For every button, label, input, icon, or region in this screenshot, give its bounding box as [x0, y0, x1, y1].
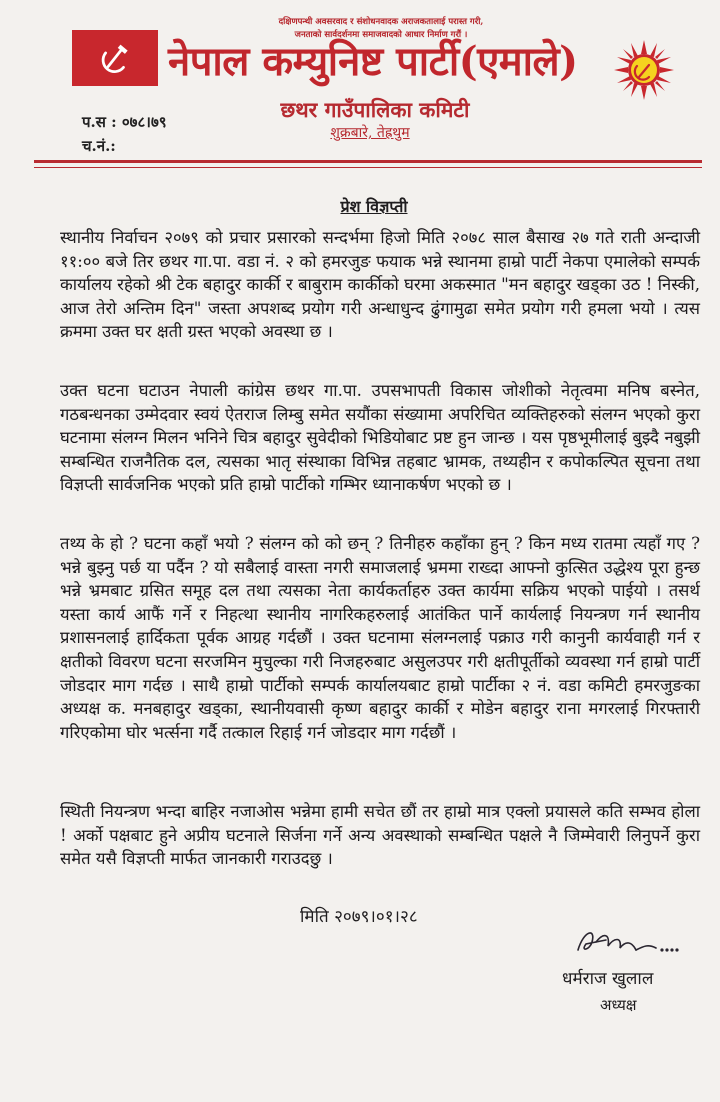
signer-title: अध्यक्ष: [600, 996, 637, 1014]
body-paragraph-3: तथ्य के हो ? घटना कहाँ भयो ? संलग्न को को छन् ? तिनीहरु कहाँका हुन् ? किन मध्य रातमा त्यहाँ गए ? भन्ने बुझ्नु पर्छ या पर्दैन ? यो सबैलाई वास्ता नगरी समाजलाई भ्रममा राख्दा आफ्नो कुत्सित उद्धेश्य पूरा हुन्छ भन्ने भ्रमबाट ग्रसित समूह दल तथा त्यसका नेता कार्यकर्ताहरु उक्त कार्यमा सक्रिय भएको पाईयो । तसर्थ यस्ता कार्य आफैं गर्ने र निहत्था स्थानीय नागरिकहरुलाई आतंकित पार्ने कार्यलाई नियन्त्रण गर्न स्थानीय प्रशासनलाई हार्दिकता पूर्वक आग्रह गर्दछौं । उक्त घटनामा संलग्नलाई पक्राउ गरी कानुनी कार्यवाही गर्न र क्षतीको विवरण घटना सरजमिन मुचुल्का गरी निजहरुबाट असुलउपर गरी क्षतीपूर्तीको व्यवस्था गर्न हाम्रो पार्टी जोडदार माग गर्दछ । साथै हाम्रो पार्टीको सम्पर्क कार्यालयबाट हाम्रो पार्टीका २ नं. वडा कमिटी हमरजुङका अध्यक्ष क. मनबहादुर खड्का, स्थानीयवासी कृष्ण बहादुर कार्की र मोडेन बहादुर राना मगरलाई गिरफ्तारी गरिएकोमा घोर भर्त्सना गर्दै तत्काल रिहाई गर्न जोडदार माग गर्दछौं ।: [60, 534, 700, 742]
header-divider-thin: [34, 167, 702, 168]
body-paragraph-2: उक्त घटना घटाउन नेपाली कांग्रेस छथर गा.पा. उपसभापती विकास जोशीको नेतृत्वमा मनिष बस्नेत, गठबन्धनका उम्मेदवार स्वयं ऐतराज लिम्बु समेत सयौंका संख्यामा अपरिचित व्यक्तिहरुको संलग्न भएको कुरा घटनामा संलग्न मिलन भनिने चित्र बहादुर सुवेदीको भिडियोबाट प्रष्ट हुन जान्छ । यस पृष्ठभूमीलाई बुझ्दै नबुझी सम्बन्धित राजनैतिक दल, त्यसका भातृ संस्थाका विभिन्न तहबाट भ्रामक, तथ्यहीन र कपोकल्पित सूचना तथा विज्ञप्ती सार्वजनिक भएको प्रति हाम्रो पार्टीको गम्भिर ध्यानाकर्षण भएको छ ।: [60, 381, 700, 495]
document-title: प्रेश विज्ञप्ती: [340, 197, 408, 216]
party-name: नेपाल कम्युनिष्ट पार्टी(एमाले): [168, 38, 578, 85]
hammer-sickle-flag-icon: [72, 30, 158, 86]
issue-location: शुक्रबारे, तेह्रथुम: [330, 125, 410, 141]
signoff-date: मिति २०७९।०१।२८: [300, 907, 418, 927]
dispatch-number: च.नं.:: [82, 137, 116, 155]
hammer-sickle-sun-emblem-icon: [614, 40, 674, 100]
motto-line-1: दक्षिणपन्थी अवसरवाद र संशोधनवादक अराजकतालाई परास्त गरी,: [278, 17, 484, 27]
signer-name: धर्मराज खुलाल: [562, 969, 654, 989]
handwritten-signature: [566, 920, 686, 966]
body-paragraph-4: स्थिती नियन्त्रण भन्दा बाहिर नजाओस भन्नेमा हामी सचेत छौं तर हाम्रो मात्र एक्लो प्रयासले कति सम्भव होला ! अर्को पक्षबाट हुने अप्रीय घटनाले सिर्जना गर्ने अन्य अवस्थाको सम्बन्धित पक्षले नै जिम्मेवारी लिनुपर्ने कुरा समेत यसै विज्ञप्ती मार्फत जानकारी गराउदछु ।: [60, 802, 700, 869]
reference-number: प.स : ०७८।७९: [82, 113, 167, 131]
committee-name: छथर गाउँपालिका कमिटी: [280, 97, 470, 122]
motto-line-2: जनताको सार्वदर्शनमा समाजवादको आधार निर्माण गरौं ।: [294, 30, 468, 40]
header-divider: [34, 160, 702, 163]
body-paragraph-1: स्थानीय निर्वाचन २०७९ को प्रचार प्रसारको सन्दर्भमा हिजो मिति २०७८ साल बैसाख २७ गते राती अन्दाजी ११:०० बजे तिर छथर गा.पा. वडा नं. २ को हमरजुङ फयाक भन्ने स्थानमा हाम्रो पार्टी नेकपा एमालेको सम्पर्क कार्यालय रहेको श्री टेक बहादुर कार्की र बाबुराम कार्कीको घरमा अकस्मात "मन बहादुर खड्का उठ ! निस्की, आज तेरो अन्तिम दिन" जस्ता अपशब्द प्रयोग गरी अन्धाधुन्द ढुंगामुढा समेत प्रयोग गरी हमला भयो । त्यस क्रममा उक्त घर क्षती ग्रस्त भएको अवस्था छ ।: [60, 228, 700, 342]
